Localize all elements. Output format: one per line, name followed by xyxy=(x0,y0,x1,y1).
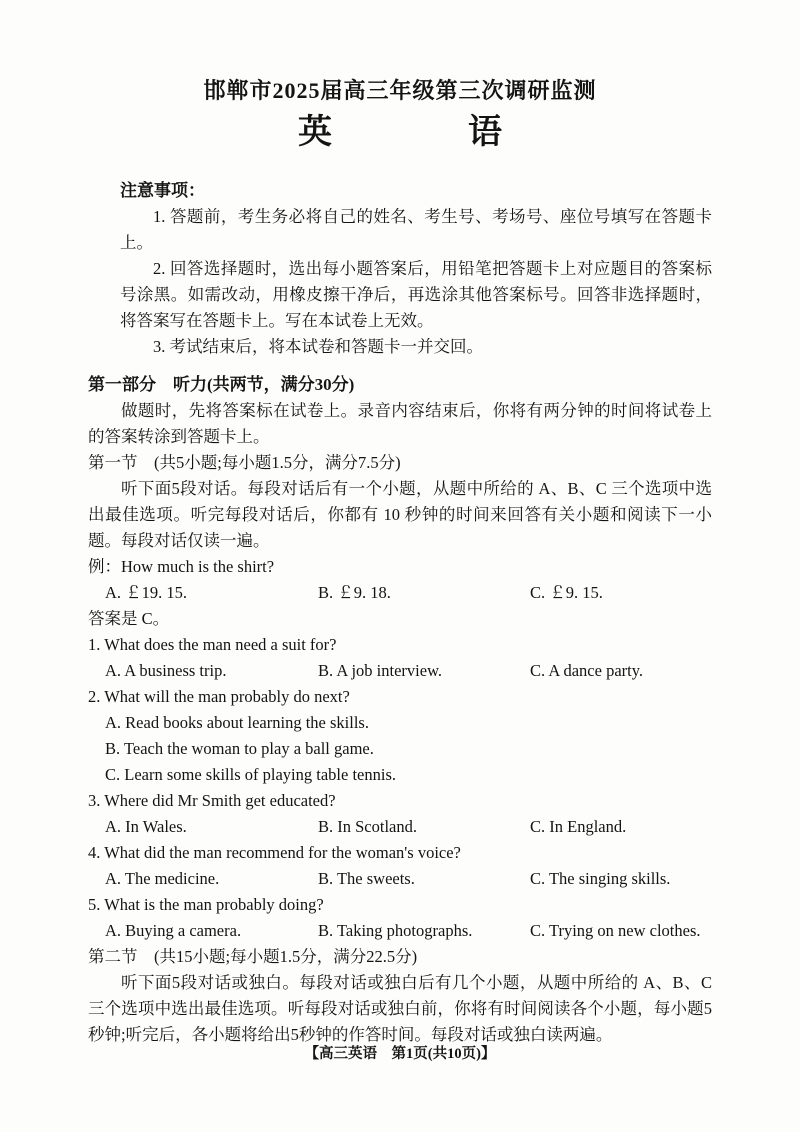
question-5-options xyxy=(88,918,712,944)
option-a: A. A business trip. xyxy=(105,661,227,680)
question-2-options xyxy=(88,710,712,788)
question-1-text: 1. What does the man need a suit for? xyxy=(88,635,337,654)
exam-title: 邯郸市2025届高三年级第三次调研监测 xyxy=(203,78,597,103)
exam-subject: 英 语 xyxy=(298,114,502,151)
option-c: C. Trying on new clothes. xyxy=(530,921,701,940)
example-block xyxy=(88,554,712,632)
question-4-text: 4. What did the man recommend for the woman's voice? xyxy=(88,843,461,862)
question-3 xyxy=(88,788,712,840)
question-1-options xyxy=(88,658,712,684)
option-c: C. A dance party. xyxy=(530,661,644,680)
note-item-3: 3. 考试结束后，将本试卷和答题卡一并交回。 xyxy=(153,337,483,356)
section2-intro: 听下面5段对话或独白。每段对话或独白后有几个小题，从题中所给的 A、B、C 三个选项中选出最佳选项。听每段对话或独白前，你将有时间阅读各个小题，每小题5秒钟;听完后，各小题将给出5秒钟的作答时间。每段对话或独白读两遍。 xyxy=(88,973,712,1044)
option-b: B. Taking photographs. xyxy=(318,921,473,940)
notes-heading: 注意事项： xyxy=(120,181,205,200)
option-b: B. In Scotland. xyxy=(318,817,417,836)
example-question: 例：How much is the shirt? xyxy=(88,557,275,576)
option-b: B. The sweets. xyxy=(318,869,415,888)
option-a: A. In Wales. xyxy=(105,817,187,836)
part1-intro: 做题时，先将答案标在试卷上。录音内容结束后，你将有两分钟的时间将试卷上的答案转涂到答题卡上。 xyxy=(88,401,712,446)
section1-intro: 听下面5段对话。每段对话后有一个小题，从题中所给的 A、B、C 三个选项中选出最佳选项。听完每段对话后，你都有 10 秒钟的时间来回答有关小题和阅读下一小题。每段对话仅读一遍。 xyxy=(88,479,712,550)
option-c: C. The singing skills. xyxy=(530,869,671,888)
example-answer: 答案是 C。 xyxy=(88,609,170,628)
example-options xyxy=(88,580,712,606)
question-3-options xyxy=(88,814,712,840)
question-3-text: 3. Where did Mr Smith get educated? xyxy=(88,791,336,810)
option-c: C. Learn some skills of playing table tennis. xyxy=(105,765,396,784)
part1-heading: 第一部分 听力(共两节，满分30分) xyxy=(88,375,355,394)
section2-heading: 第二节 (共15小题;每小题1.5分，满分22.5分) xyxy=(88,947,418,966)
notes-section xyxy=(120,178,712,360)
question-2 xyxy=(88,684,712,788)
option-b: B. A job interview. xyxy=(318,661,443,680)
part1-section xyxy=(88,372,712,1048)
question-2-text: 2. What will the man probably do next? xyxy=(88,687,350,706)
question-5 xyxy=(88,892,712,944)
question-4-options xyxy=(88,866,712,892)
note-item-1: 1. 答题前，考生务必将自己的姓名、考生号、考场号、座位号填写在答题卡上。 xyxy=(120,207,712,252)
note-item-2: 2. 回答选择题时，选出每小题答案后，用铅笔把答题卡上对应题目的答案标号涂黑。如需改动，用橡皮擦干净后，再选涂其他答案标号。回答非选择题时，将答案写在答题卡上。写在本试卷上无效。 xyxy=(120,259,712,330)
section1-heading: 第一节 (共5小题;每小题1.5分，满分7.5分) xyxy=(88,453,401,472)
example-option-a: A. ￡19. 15. xyxy=(105,583,188,602)
option-c: C. In England. xyxy=(530,817,627,836)
example-option-b: B. ￡9. 18. xyxy=(318,583,391,602)
option-a: A. Read books about learning the skills. xyxy=(105,713,369,732)
question-5-text: 5. What is the man probably doing? xyxy=(88,895,324,914)
page-footer: 【高三英语 第1页(共10页)】 xyxy=(304,1046,496,1062)
option-b: B. Teach the woman to play a ball game. xyxy=(105,739,374,758)
example-option-c: C. ￡9. 15. xyxy=(530,583,603,602)
option-a: A. Buying a camera. xyxy=(105,921,242,940)
option-a: A. The medicine. xyxy=(105,869,220,888)
question-4 xyxy=(88,840,712,892)
question-1 xyxy=(88,632,712,684)
